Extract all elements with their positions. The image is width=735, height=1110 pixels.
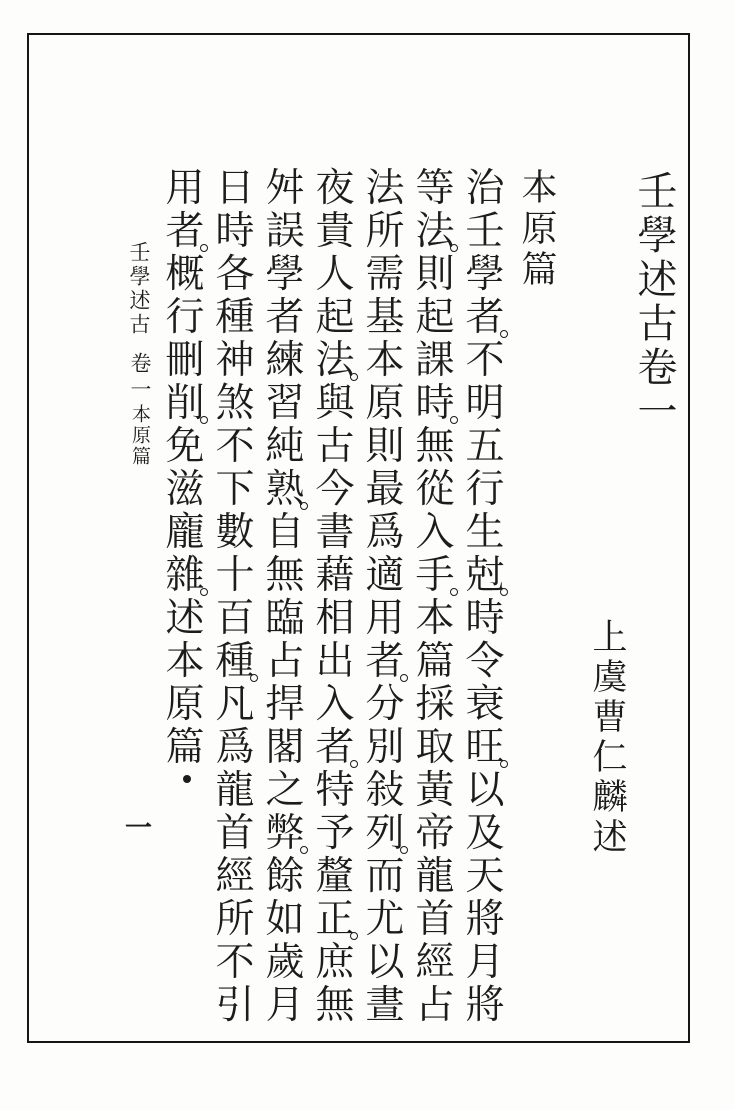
body-character: 法 bbox=[315, 339, 355, 382]
body-character: 下 bbox=[215, 468, 255, 511]
body-column bbox=[214, 167, 256, 1027]
body-character: 月 bbox=[265, 984, 305, 1027]
body-character: 用 bbox=[165, 167, 205, 210]
body-character: 起 bbox=[315, 296, 355, 339]
body-character: 篇 bbox=[415, 640, 455, 683]
body-character: 所 bbox=[365, 210, 405, 253]
body-character: 特 bbox=[315, 769, 355, 812]
body-column bbox=[414, 167, 456, 1027]
body-character: 練 bbox=[265, 339, 305, 382]
body-character: 本 bbox=[365, 339, 405, 382]
pause-mark-circle bbox=[450, 588, 458, 596]
body-character: 自 bbox=[265, 511, 305, 554]
body-character: 首 bbox=[415, 898, 455, 941]
body-character: 閣 bbox=[265, 726, 305, 769]
body-character: 概 bbox=[165, 253, 205, 296]
body-character: 龐 bbox=[165, 511, 205, 554]
body-character: 課 bbox=[415, 339, 455, 382]
body-character: 之 bbox=[265, 769, 305, 812]
body-column bbox=[314, 167, 356, 1027]
body-character: 經 bbox=[215, 855, 255, 898]
body-character: 首 bbox=[215, 812, 255, 855]
body-character: 歲 bbox=[265, 941, 305, 984]
body-character: 與 bbox=[315, 382, 355, 425]
body-character: 書 bbox=[315, 511, 355, 554]
author-attribution-column: 上虞曹仁麟述 bbox=[588, 618, 627, 858]
body-character: 行 bbox=[465, 468, 505, 511]
pause-mark-circle bbox=[450, 416, 458, 424]
body-character: 從 bbox=[415, 468, 455, 511]
body-character: 令 bbox=[465, 640, 505, 683]
body-character: 煞 bbox=[215, 382, 255, 425]
pause-mark-circle bbox=[500, 588, 508, 596]
body-character: 不 bbox=[215, 425, 255, 468]
body-character: 熟 bbox=[265, 468, 305, 511]
body-character: 時 bbox=[465, 597, 505, 640]
body-column bbox=[264, 167, 306, 1027]
body-character: 正 bbox=[315, 898, 355, 941]
body-character: 五 bbox=[465, 425, 505, 468]
body-character: 本 bbox=[165, 640, 205, 683]
body-character: 以 bbox=[465, 769, 505, 812]
body-character: 旺 bbox=[465, 726, 505, 769]
body-character: 出 bbox=[315, 640, 355, 683]
pause-mark-circle bbox=[400, 674, 408, 682]
body-character: 述 bbox=[165, 597, 205, 640]
page-number: 一 bbox=[125, 813, 152, 843]
body-character: 滋 bbox=[165, 468, 205, 511]
body-character: 龍 bbox=[415, 855, 455, 898]
body-character: 無 bbox=[315, 984, 355, 1027]
body-character: 釐 bbox=[315, 855, 355, 898]
body-character: 篇 bbox=[165, 726, 205, 769]
pause-mark-circle bbox=[350, 373, 358, 381]
body-character: 壬 bbox=[465, 210, 505, 253]
pause-mark-circle bbox=[300, 846, 308, 854]
body-character: 別 bbox=[365, 726, 405, 769]
body-character: 尅 bbox=[465, 554, 505, 597]
body-character: 以 bbox=[365, 941, 405, 984]
pause-mark-circle bbox=[200, 588, 208, 596]
pause-mark-circle bbox=[250, 674, 258, 682]
body-character: 者 bbox=[365, 640, 405, 683]
body-character: 爲 bbox=[215, 726, 255, 769]
body-character: 基 bbox=[365, 296, 405, 339]
book-title-column: 壬學述古卷一 bbox=[632, 170, 677, 434]
body-character: 手 bbox=[415, 554, 455, 597]
body-character: 需 bbox=[365, 253, 405, 296]
body-character: 今 bbox=[315, 468, 355, 511]
pause-mark-circle bbox=[300, 502, 308, 510]
body-character: 晝 bbox=[365, 984, 405, 1027]
body-character: 舛 bbox=[265, 167, 305, 210]
body-character: 法 bbox=[365, 167, 405, 210]
body-character: 用 bbox=[365, 597, 405, 640]
body-character: 行 bbox=[165, 296, 205, 339]
end-period-dot bbox=[183, 775, 191, 783]
body-character: 入 bbox=[415, 511, 455, 554]
body-character: 相 bbox=[315, 597, 355, 640]
body-character: 適 bbox=[365, 554, 405, 597]
section-heading: 本原篇 bbox=[517, 168, 557, 291]
body-character: 百 bbox=[215, 597, 255, 640]
body-character: 占 bbox=[265, 640, 305, 683]
body-character: 尤 bbox=[365, 898, 405, 941]
page-border-frame bbox=[27, 33, 690, 1043]
body-character: 數 bbox=[215, 511, 255, 554]
body-character: 原 bbox=[365, 382, 405, 425]
body-character: 者 bbox=[315, 726, 355, 769]
body-character: 日 bbox=[215, 167, 255, 210]
body-character: 學 bbox=[465, 253, 505, 296]
pause-mark-circle bbox=[400, 846, 408, 854]
body-character: 無 bbox=[415, 425, 455, 468]
pause-mark-circle bbox=[350, 932, 358, 940]
body-column bbox=[364, 167, 406, 1027]
body-character: 則 bbox=[365, 425, 405, 468]
body-column bbox=[164, 167, 206, 769]
body-character: 將 bbox=[465, 898, 505, 941]
body-character: 治 bbox=[465, 167, 505, 210]
body-character: 雜 bbox=[165, 554, 205, 597]
body-character: 等 bbox=[415, 167, 455, 210]
body-character: 而 bbox=[365, 855, 405, 898]
pause-mark-circle bbox=[500, 760, 508, 768]
body-character: 不 bbox=[215, 941, 255, 984]
body-character: 引 bbox=[215, 984, 255, 1027]
body-character: 如 bbox=[265, 898, 305, 941]
body-character: 時 bbox=[215, 210, 255, 253]
margin-section-label: 本原篇 bbox=[129, 404, 150, 467]
body-character: 純 bbox=[265, 425, 305, 468]
pause-mark-circle bbox=[200, 416, 208, 424]
body-character: 所 bbox=[215, 898, 255, 941]
body-character: 習 bbox=[265, 382, 305, 425]
body-character: 予 bbox=[315, 812, 355, 855]
body-character: 貴 bbox=[315, 210, 355, 253]
body-character: 餘 bbox=[265, 855, 305, 898]
body-character: 天 bbox=[465, 855, 505, 898]
pause-mark-circle bbox=[200, 244, 208, 252]
body-character: 種 bbox=[215, 296, 255, 339]
body-character: 將 bbox=[465, 984, 505, 1027]
pause-mark-circle bbox=[450, 244, 458, 252]
body-character: 者 bbox=[265, 296, 305, 339]
body-character: 帝 bbox=[415, 812, 455, 855]
body-character: 生 bbox=[465, 511, 505, 554]
body-character: 種 bbox=[215, 640, 255, 683]
body-character: 月 bbox=[465, 941, 505, 984]
body-character: 十 bbox=[215, 554, 255, 597]
body-character: 神 bbox=[215, 339, 255, 382]
body-character: 者 bbox=[165, 210, 205, 253]
body-character: 者 bbox=[465, 296, 505, 339]
body-character: 占 bbox=[415, 984, 455, 1027]
body-character: 分 bbox=[365, 683, 405, 726]
pause-mark-circle bbox=[500, 330, 508, 338]
body-character: 誤 bbox=[265, 210, 305, 253]
body-character: 藉 bbox=[315, 554, 355, 597]
body-character: 敍 bbox=[365, 769, 405, 812]
body-character: 凡 bbox=[215, 683, 255, 726]
body-character: 採 bbox=[415, 683, 455, 726]
body-character: 捍 bbox=[265, 683, 305, 726]
body-character: 古 bbox=[315, 425, 355, 468]
body-character: 取 bbox=[415, 726, 455, 769]
body-character: 不 bbox=[465, 339, 505, 382]
body-character: 則 bbox=[415, 253, 455, 296]
body-character: 臨 bbox=[265, 597, 305, 640]
body-character: 刪 bbox=[165, 339, 205, 382]
margin-running-title: 壬學述古 bbox=[127, 241, 151, 337]
body-character: 免 bbox=[165, 425, 205, 468]
body-character: 原 bbox=[165, 683, 205, 726]
body-column bbox=[464, 167, 506, 1027]
body-character: 入 bbox=[315, 683, 355, 726]
body-character: 及 bbox=[465, 812, 505, 855]
body-character: 最 bbox=[365, 468, 405, 511]
body-character: 法 bbox=[415, 210, 455, 253]
body-character: 庶 bbox=[315, 941, 355, 984]
pause-mark-circle bbox=[350, 760, 358, 768]
body-character: 起 bbox=[415, 296, 455, 339]
margin-volume-label: 卷一 bbox=[128, 352, 152, 404]
body-character: 經 bbox=[415, 941, 455, 984]
body-character: 本 bbox=[415, 597, 455, 640]
body-character: 學 bbox=[265, 253, 305, 296]
body-character: 爲 bbox=[365, 511, 405, 554]
body-character: 明 bbox=[465, 382, 505, 425]
body-character: 夜 bbox=[315, 167, 355, 210]
body-character: 時 bbox=[415, 382, 455, 425]
body-character: 弊 bbox=[265, 812, 305, 855]
body-character: 列 bbox=[365, 812, 405, 855]
body-character: 黃 bbox=[415, 769, 455, 812]
body-character: 衰 bbox=[465, 683, 505, 726]
body-character: 削 bbox=[165, 382, 205, 425]
body-character: 龍 bbox=[215, 769, 255, 812]
body-character: 人 bbox=[315, 253, 355, 296]
body-character: 各 bbox=[215, 253, 255, 296]
body-character: 無 bbox=[265, 554, 305, 597]
